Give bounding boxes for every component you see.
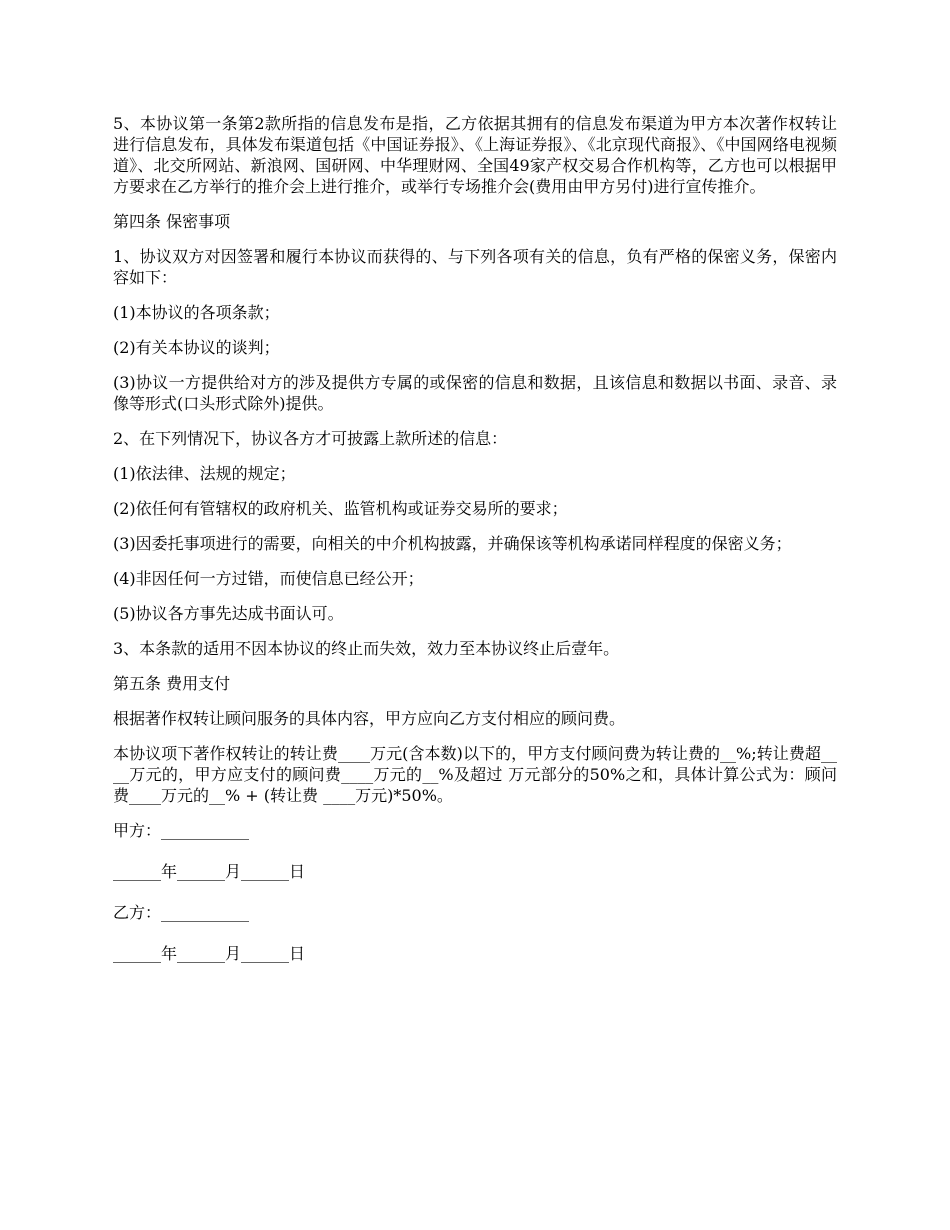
party-a-signature: 甲方：___________ [113, 821, 250, 840]
disclosure-item-2: (2)依任何有管辖权的政府机关、监管机构或证券交易所的要求； [113, 499, 568, 518]
signature-block [113, 820, 837, 964]
fee-formula: 本协议项下著作权转让的转让费____万元(含本数)以下的，甲方支付顾问费为转让费的__%;转让费超____万元的，甲方应支付的顾问费____万元的__%及超过 万元部分的50%之和，具体计算公式为：顾问费____万元的__% + (转让费 ____万元)*50%。 [113, 744, 837, 805]
confidentiality-item-1: (1)本协议的各项条款； [113, 303, 280, 322]
party-a-date: ______年______月______日 [113, 862, 306, 881]
clause-5-info-release: 5、本协议第一条第2款所指的信息发布是指，乙方依据其拥有的信息发布渠道为甲方本次著作权转让进行信息发布，具体发布渠道包括《中国证券报》、《上海证券报》、《北京现代商报》、《中国网络电视频道》、北交所网站、新浪网、国研网、中华理财网、全国49家产权交易合作机构等，乙方也可以根据甲方要求在乙方举行的推介会上进行推介，或举行专场推介会(费用由甲方另付)进行宣传推介。 [113, 114, 837, 196]
article-5-heading: 第五条 费用支付 [113, 674, 231, 693]
disclosure-item-5: (5)协议各方事先达成书面认可。 [113, 604, 344, 623]
disclosure-item-1: (1)依法律、法规的规定； [113, 464, 296, 483]
disclosure-item-4: (4)非因任何一方过错，而使信息已经公开； [113, 569, 424, 588]
disclosure-clause-2: 2、在下列情况下，协议各方才可披露上款所述的信息： [113, 429, 508, 448]
party-b-date: ______年______月______日 [113, 944, 306, 963]
confidentiality-item-3: (3)协议一方提供给对方的涉及提供方专属的或保密的信息和数据，且该信息和数据以书面、录音、录像等形式(口头形式除外)提供。 [113, 373, 837, 413]
confidentiality-item-2: (2)有关本协议的谈判； [113, 338, 280, 357]
disclosure-item-3: (3)因委托事项进行的需要，向相关的中介机构披露，并确保该等机构承诺同样程度的保密义务； [113, 534, 792, 553]
article-4-heading: 第四条 保密事项 [113, 212, 231, 231]
survival-clause-3: 3、本条款的适用不因本协议的终止而失效，效力至本协议终止后壹年。 [113, 639, 620, 658]
document-page [113, 113, 837, 984]
fee-intro: 根据著作权转让顾问服务的具体内容，甲方应向乙方支付相应的顾问费。 [113, 709, 626, 728]
confidentiality-clause-1: 1、协议双方对因签署和履行本协议而获得的、与下列各项有关的信息，负有严格的保密义务，保密内容如下： [113, 247, 837, 287]
party-b-signature: 乙方：___________ [113, 903, 250, 922]
